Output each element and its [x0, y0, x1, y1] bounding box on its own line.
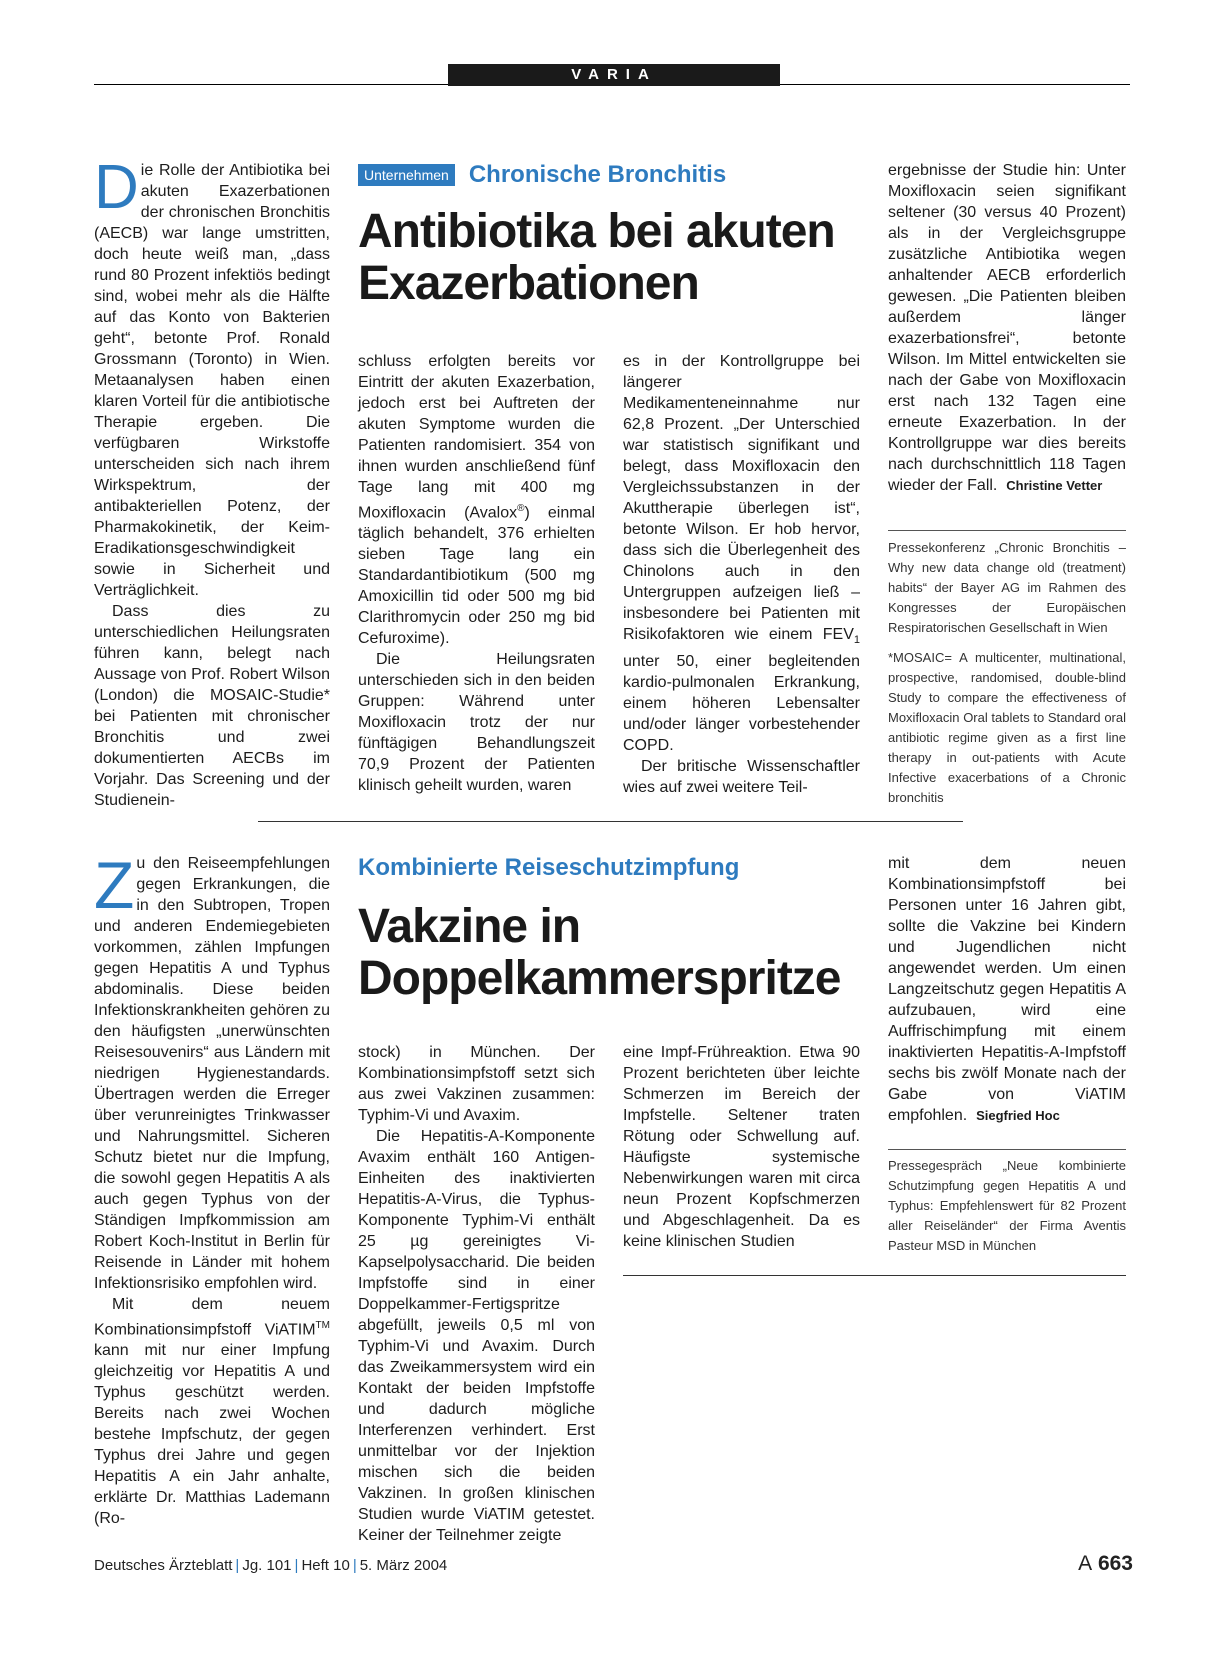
article1-col3	[623, 351, 860, 798]
article2-col3	[623, 1042, 860, 1252]
article2-col1-p2a: Mit dem neuem Kombinationsimpfstoff ViATIM	[94, 1296, 330, 1339]
section-label: VARIA	[448, 64, 780, 86]
article1-author: Christine Vetter	[1006, 478, 1103, 493]
article1-dropcap: D	[94, 153, 139, 222]
article1-note1: Pressekonferenz „Chronic Bronchitis – Why new data change old (treatment) habits“ der Bayer AG im Rahmen des Kongresses der Europäischen Respiratorischen Gesellschaft in Wien	[888, 540, 1126, 635]
article2-headline-line1: Vakzine in	[358, 900, 581, 953]
page-number	[1078, 1552, 1133, 1576]
footer-separator: |	[235, 1557, 240, 1574]
footer-citation	[94, 1557, 447, 1574]
article2-subtitle: Kombinierte Reiseschutzimpfung	[358, 854, 740, 881]
article2-col2	[358, 1042, 595, 1546]
footer-volume: Jg. 101	[242, 1557, 292, 1574]
article2-col1-p2b: kann mit nur einer Impfung gleichzeitig vor Hepatitis A und Typhus geschützt werden. Bereits nach zwei Wochen bestehe Impfschutz, der gegen Typhus drei Jahre und gegen Hepatitis A ein Jahr anhalte, erklärte Dr. Matthias Lademann (Ro-	[94, 1342, 330, 1528]
article2-col2-p2: Die Hepatitis-A-Komponente Avaxim enthält 160 Antigen-Einheiten des inaktivierten Hepatitis-A-Virus, die Typhus-Komponente Typhim-Vi enthält 25 µg gereinigtes Vi-Kapselpolysaccharid. Die beiden Impfstoffe sind in einer Doppelkammer-Fertigspritze abgefüllt, jeweils 0,5 ml von Typhim-Vi und Avaxim. Durch das Zweikammersystem wird ein Kontakt der beiden Impfstoffe und dadurch mögliche Interferenzen verhindert. Erst unmittelbar vor der Injektion mischen sich die beiden Vakzinen. In großen klinischen Studien wurde ViATIM getestet. Keiner der Teilnehmer zeigte	[358, 1128, 595, 1544]
article1-col1-p1: ie Rolle der Antibiotika bei akuten Exazerbationen der chronischen Bronchitis (AECB) war lange umstritten, doch heute weiß man, „dass rund 80 Prozent infektiös bedingt sind, wobei mehr als die Hälfte auf das Konto von Bakterien geht“, betonte Prof. Ronald Grossmann (Toronto) in Wien. Metaanalysen haben einen klaren Vorteil für die antibiotische Therapie ergeben. Die verfügbaren Wirkstoffe unterscheiden sich nach ihrem Wirkspektrum, der antibakteriellen Potenz, der Pharmakokinetik, der Keim-Eradikationsgeschwindigkeit sowie in Sicherheit und Verträglichkeit.	[94, 162, 330, 599]
article1-col3-p1a: es in der Kontrollgruppe bei längerer Medikamenteneinnahme nur 62,8 Prozent. „Der Unterschied war statistisch signifikant und belegt, dass Moxifloxacin den Vergleichssubstanzen in der Akuttherapie überlegen ist“, betonte Wilson. Er hob hervor, dass sich die Überlegenheit des Chinolons auch in den Untergruppen aufzeigen ließ – insbesondere bei Patienten mit Risikofaktoren wie einem FEV	[623, 353, 860, 643]
article1-col2-p1a: schluss erfolgten bereits vor Eintritt der akuten Exazerbation, jedoch erst bei Auftreten der akuten Symptome wurden die Patienten randomisiert. 354 von ihnen wurden anschließend fünf Tage lang mit 400 mg Moxifloxacin (Avalox	[358, 353, 595, 522]
page-prefix: A	[1078, 1552, 1093, 1575]
article2-col4	[888, 853, 1126, 1126]
footer-separator: |	[352, 1557, 357, 1574]
article1-col2	[358, 351, 595, 796]
article2-note-rule	[888, 1149, 1126, 1150]
article2-col1	[94, 848, 330, 1529]
footer-separator: |	[294, 1557, 299, 1574]
article1-col2-p1b: ) einmal täglich behandelt, 376 erhielten sieben Tage lang ein Standardantibiotikum (500 mg Amoxicillin tid oder 500 mg bid Clarithromycin oder 250 mg bid Cefuroxime).	[358, 504, 595, 648]
article1-note-rule	[888, 530, 1126, 531]
footer-date: 5. März 2004	[359, 1557, 448, 1574]
article1-heading	[358, 160, 848, 310]
article2-heading	[358, 853, 858, 1005]
footer-journal: Deutsches Ärzteblatt	[94, 1557, 233, 1574]
article2-author: Siegfried Hoc	[976, 1108, 1060, 1123]
article2-col2-p1: stock) in München. Der Kombinationsimpfstoff setzt sich aus zwei Vakzinen zusammen: Typhim-Vi und Avaxim.	[358, 1044, 595, 1124]
article1-note2: *MOSAIC= A multicenter, multinational, prospective, randomised, double-blind Study to compare the effectiveness of Moxifloxacin Oral tablets to Standard oral antibiotic regime given as a first line therapy in out-patients with Acute Infective exacerbations of a Chronic bronchitis	[888, 650, 1126, 805]
article2-col3-rule	[623, 1275, 1126, 1276]
article2-col4-p1: mit dem neuen Kombinationsimpfstoff bei Personen unter 16 Jahren gibt, sollte die Vakzine bei Kindern und Jugendlichen nicht angewendet werden. Um einen Langzeitschutz gegen Hepatitis A aufzubauen, wird eine Auffrischimpfung mit einem inaktivierten Hepatitis-A-Impfstoff sechs bis zwölf Monate nach der Gabe von ViATIM empfohlen.	[888, 855, 1126, 1124]
article1-subtitle: Chronische Bronchitis	[468, 161, 727, 188]
article1-col4	[888, 160, 1126, 496]
article1-col4-p1: ergebnisse der Studie hin: Unter Moxifloxacin seien signifikant seltener (30 versus 40 Prozent) als in der Vergleichsgruppe zusätzliche Antibiotika wegen anhaltender AECB erforderlich gewesen. „Die Patienten bleiben außerdem länger exazerbationsfrei“, betonte Wilson. Im Mittel entwickelten sie nach der Gabe von Moxifloxacin erst nach 132 Tagen eine erneute Exazerbation. In der Kontrollgruppe war dies bereits nach durchschnittlich 118 Tagen wieder der Fall.	[888, 162, 1126, 494]
article-separator	[258, 821, 963, 822]
article2-col1-p1: u den Reiseempfehlungen gegen Erkrankungen, die in den Subtropen, Tropen und anderen Endemiegebieten vorkommen, zählen Impfungen gegen Hepatitis A und Typhus abdominalis. Diese beiden Infektionskrankheiten gehören zu den häufigsten „unerwünschten Reisesouvenirs“ aus Ländern mit niedrigen Hygienestandards. Übertragen werden die Erreger über verunreinigtes Trinkwasser und Nahrungsmittel. Sicheren Schutz bietet nur die Impfung, die sowohl gegen Hepatitis A als auch gegen Typhus von der Ständigen Impfkommission am Robert Koch-Institut in Berlin für Reisende in Länder mit hohem Infektionsrisiko empfohlen wird.	[94, 855, 330, 1292]
article2-note1: Pressegespräch „Neue kombinierte Schutzimpfung gegen Hepatitis A und Typhus: Empfehlenswert für 82 Prozent aller Reiseländer“ der Firma Aventis Pasteur MSD in München	[888, 1158, 1126, 1253]
article1-col1-p2: Dass dies zu unterschiedlichen Heilungsraten führen kann, belegt nach Aussage von Prof. Robert Wilson (London) die MOSAIC-Studie* bei Patienten mit chronischer Bronchitis und zwei dokumentierten AECBs im Vorjahr. Das Screening und der Studienein-	[94, 603, 330, 809]
article1-col3-p2: Der britische Wissenschaftler wies auf zwei weitere Teil-	[623, 758, 860, 797]
article1-notes	[888, 538, 1126, 818]
article1-kicker-tag: Unternehmen	[358, 164, 455, 186]
article2-dropcap: Z	[94, 848, 135, 922]
article2-notes	[888, 1156, 1126, 1266]
article1-col3-p1b: unter 50, einer begleitenden kardio-pulmonalen Erkrankung, einem höheren Lebensalter und/oder länger vorbestehender COPD.	[623, 653, 860, 755]
article2-headline-line2: Doppelkammerspritze	[358, 952, 841, 1005]
article2-col3-p1: eine Impf-Frühreaktion. Etwa 90 Prozent berichteten über leichte Schmerzen im Bereich der Impfstelle. Seltener traten Rötung oder Schwellung auf. Häufigste systemische Nebenwirkungen waren mit circa neun Prozent Kopfschmerzen und Abgeschlagenheit. Da es keine klinischen Studien	[623, 1044, 860, 1250]
registered-mark: ®	[517, 503, 525, 514]
subscript-1: 1	[853, 634, 860, 647]
article1-headline-line2: Exazerbationen	[358, 257, 699, 310]
article1-col2-p2: Die Heilungsraten unterschieden sich in den beiden Gruppen: Während unter Moxifloxacin trotz der nur fünftägigen Behandlungszeit 70,9 Prozent der Patienten klinisch geheilt wurden, waren	[358, 651, 595, 795]
article1-col1	[94, 153, 330, 811]
trademark-mark: TM	[315, 1320, 330, 1331]
page-number-value: 663	[1097, 1552, 1133, 1575]
article1-headline-line1: Antibiotika bei akuten	[358, 205, 835, 258]
footer-issue: Heft 10	[301, 1557, 350, 1574]
